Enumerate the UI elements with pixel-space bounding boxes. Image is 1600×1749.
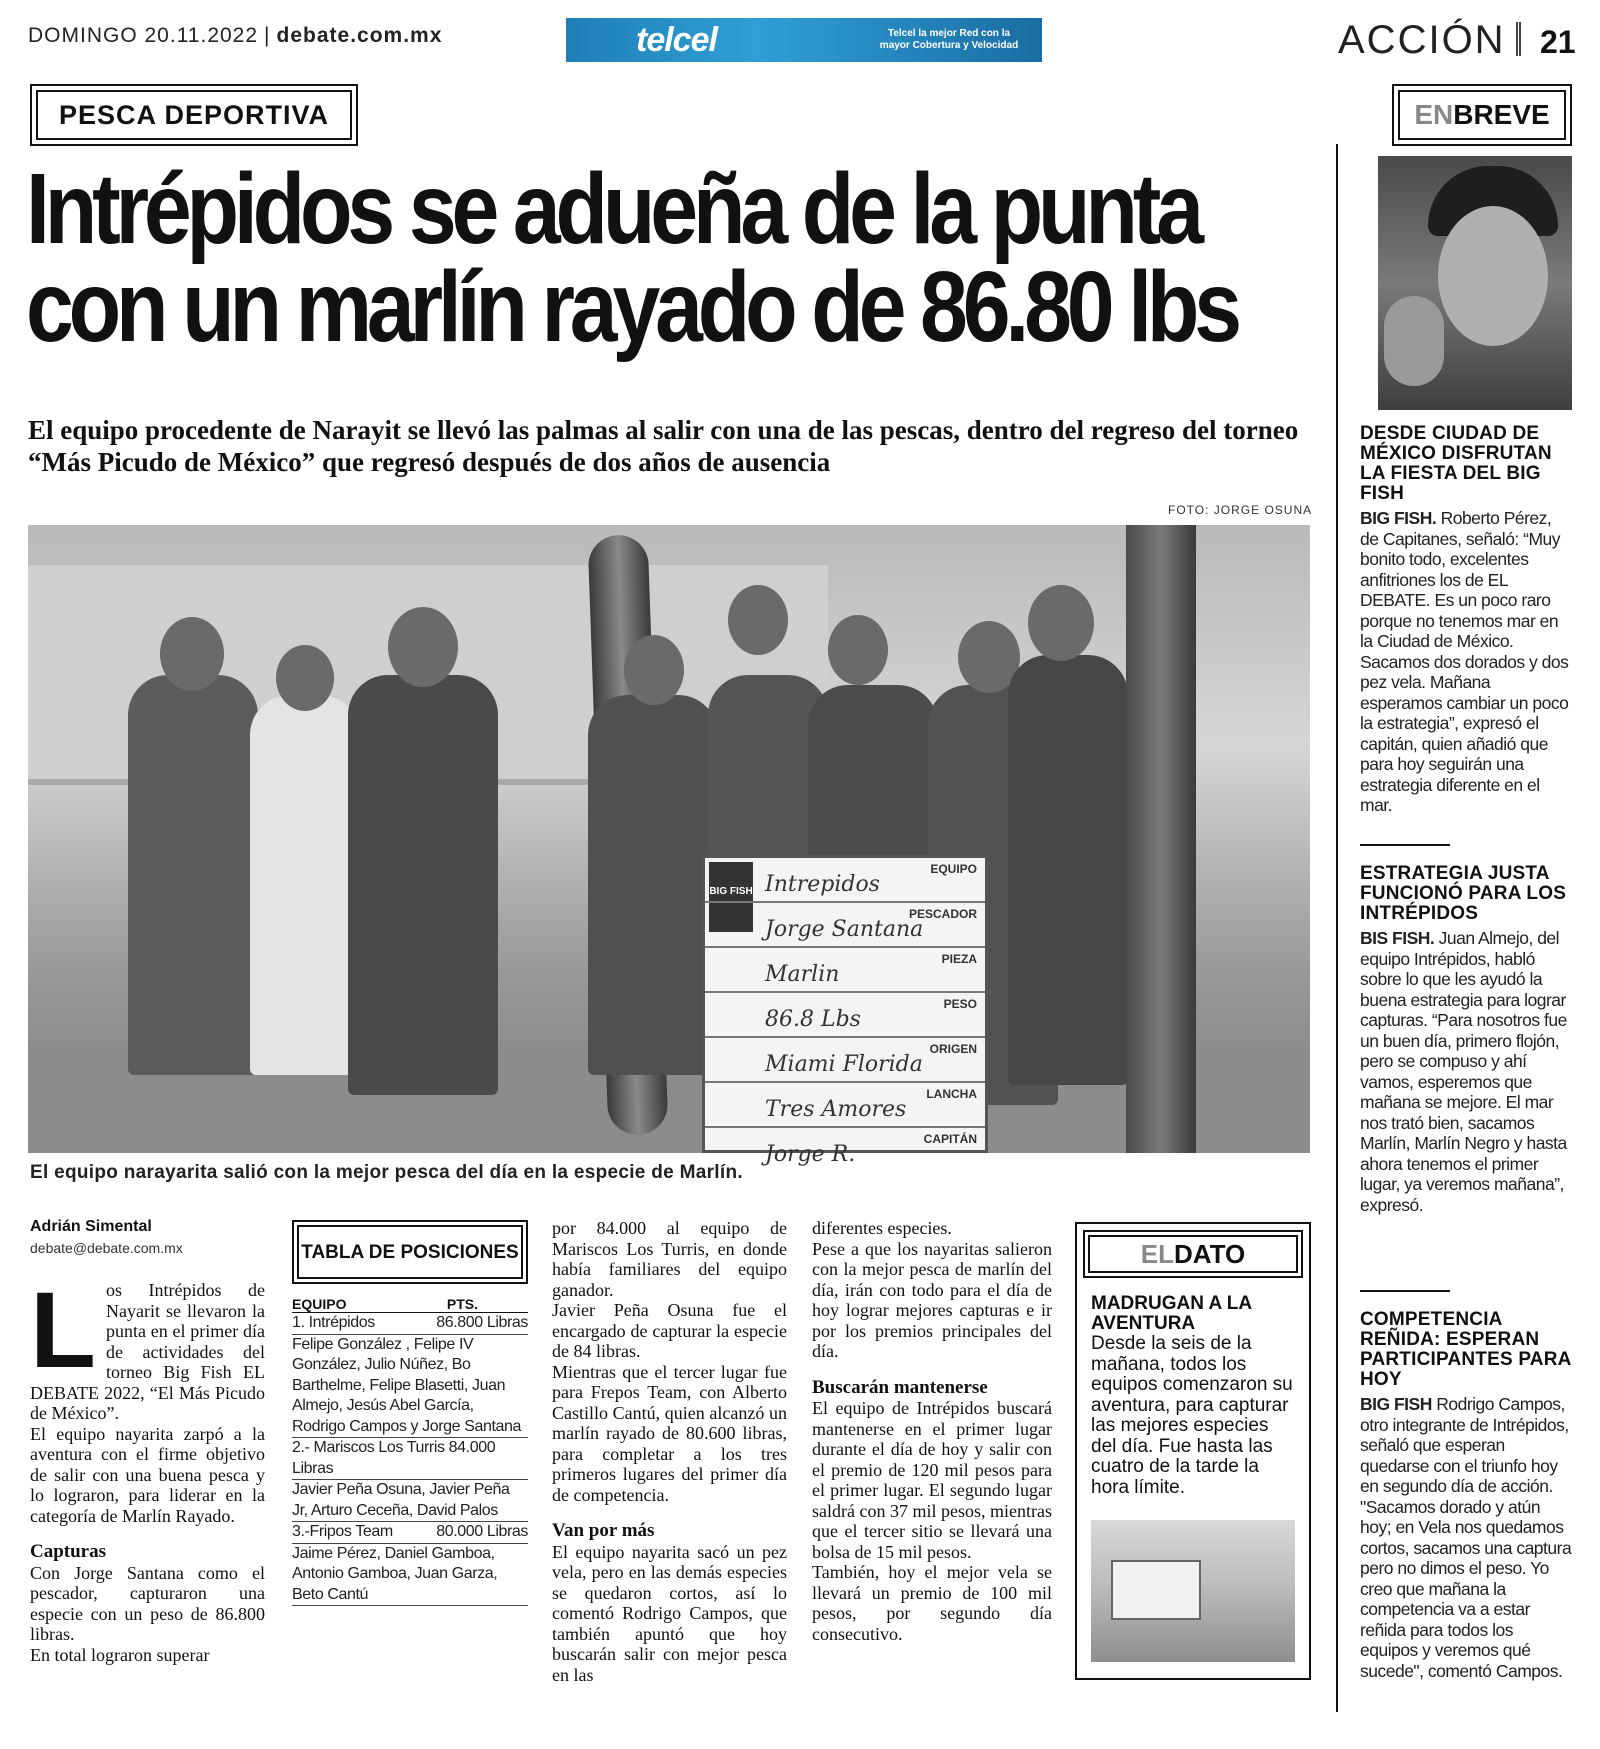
board-label: LANCHA [926,1087,977,1101]
brief-item [1360,844,1574,1215]
article-paragraph: Pese a que los nayaritas salieron con la mejor pesca de marlín del día, irán con todo para el día de hoy lograr mejores capturas e ir por los premios principales del día. [812,1238,1052,1361]
brief-item [1360,1290,1574,1681]
photo-head [828,615,888,685]
standings-header [292,1296,528,1313]
board-row [705,1083,985,1128]
subhead-van-por-mas: Van por más [552,1520,655,1541]
dock-pole [1126,525,1196,1153]
board-row [705,948,985,993]
article-paragraph: Con Jorge Santana como el pescador, capturaron una especie con un peso de 86.800 libras. [30,1562,265,1644]
article-paragraph: El equipo de Intrépidos buscará mantenerse en el primer lugar durante el día de hoy y salir con el premio de 120 mil pesos para el primer lugar. El segundo lugar saldrá con 37 mil pesos, mientras que el tercer sitio se llevará una bolsa de 15 mil pesos. [812,1398,1052,1562]
photo-head [388,607,458,687]
article-paragraph: En total lograron superar [30,1644,210,1665]
site-link[interactable]: debate.com.mx [276,24,443,47]
en-breve-box [1392,84,1572,146]
photo-person [348,675,498,1095]
photo-person [128,675,258,1075]
board-row [705,858,985,903]
brief-body: BIG FISH Rodrigo Campos, otro integrante de Intrépidos, señaló que esperan quedarse con el triunfo hoy en segundo día de acción. "Sacamos dorado y atún hoy; en Vela nos quedamos cortos, sacamos una captura pero no dimos el peso. Yo creo que mañana la competencia va a estar reñida para todos los equipos y veremos qué sucede", comentó Campos. [1360,1394,1572,1681]
article-column-3 [552,1218,787,1685]
photo-person [250,695,360,1075]
boats-photo [1091,1520,1295,1662]
brief-divider [1360,844,1450,846]
board-value: Jorge R. [765,1142,856,1167]
board-value: Miami Florida [765,1052,923,1077]
board-row [705,1128,985,1173]
issue-date: DOMINGO 20.11.2022 [28,24,259,47]
board-row [705,1038,985,1083]
article-paragraph: El equipo nayarita zarpó a la aventura con el firme objetivo de salir con una buena pesca y lo lograron, para liderar en la categoría de Marlín Rayado. [30,1423,265,1526]
ad-brand: telcel [636,20,717,59]
board-label: PESO [943,997,977,1011]
photo-caption: El equipo narayarita salió con la mejor pesca del día en la especie de Marlín. [30,1162,743,1183]
article-paragraph: Mientras que el tercer lugar fue para Frepos Team, con Alberto Castillo Cantú, quien alcanzó un marlín rayado de 80.600 libras, para completar a los tres primeros lugares del primer día de competencia. [552,1361,787,1505]
board-label: EQUIPO [930,862,977,876]
page-number: 21 [1540,24,1576,60]
table-row: Felipe González , Felipe IV González, Julio Núñez, Bo Barthelme, Felipe Blasetti, Juan Almejo, Jesús Abel García, Rodrigo Campos y Jorge Santana [292,1335,528,1439]
photo-credit: FOTO: JORGE OSUNA [1168,503,1313,517]
kicker-box [30,84,358,146]
article-column-1 [30,1269,265,1665]
thumbs-up-hand [1384,296,1444,386]
telcel-banner-ad[interactable] [566,18,1042,62]
table-row: 2.- Mariscos Los Turris 84.000 Libras [292,1438,528,1480]
photo-head [728,585,788,655]
photo-person [1008,655,1128,1085]
board-value: Jorge Santana [765,917,924,942]
table-row: Javier Peña Osuna, Javier Peña Jr, Arturo Ceceña, David Palos [292,1480,528,1522]
board-label: ORIGEN [929,1042,977,1056]
board-label: PESCADOR [908,907,977,921]
article-column-4 [812,1218,1052,1644]
board-label: CAPITÁN [923,1132,977,1146]
standings-title: TABLA DE POSICIONES [297,1225,523,1279]
article-paragraph: El equipo nayarita sacó un pez vela, pero en las demás especies se quedaron cortos, así lo comentó Rodrigo Campos, que también apuntó que hoy buscarán salir con mejor pesca en las [552,1541,787,1685]
board-label: PIEZA [941,952,977,966]
author-email[interactable]: debate@debate.com.mx [30,1240,183,1256]
article-paragraph: por 84.000 al equipo de Mariscos Los Turris, en donde había familiares del equipo ganador. [552,1218,787,1300]
kicker-label: PESCA DEPORTIVA [36,90,352,140]
brief-body: BIS FISH. Juan Almejo, del equipo Intrépidos, habló sobre lo que les ayudó la buena estrategia para lograr capturas. “Para nosotros fue un buen día, primero flojón, pero se compuso y ahí vamos, esperemos que mañana se mejore. El mar nos trató bien, sacamos Marlín, Marlín Negro y hasta ahora tenemos el primer lugar, ya veremos mañana”, expresó. [1360,928,1567,1215]
subhead-capturas: Capturas [30,1541,107,1562]
deck: El equipo procedente de Narayit se llevó las palmas al salir con una de las pescas, dentro del regreso del torneo “Más Picudo de México” que regresó después de dos años de ausencia [28,415,1299,477]
table-row: 3.-Fripos Team 80.000 Libras [292,1522,528,1544]
section-divider [1516,22,1521,56]
brief-headline: COMPETENCIA REÑIDA: ESPERAN PARTICIPANTES PARA HOY [1360,1309,1571,1390]
brief-headline: ESTRATEGIA JUSTA FUNCIONÓ PARA LOS INTRÉPIDOS [1360,863,1567,924]
col-pts-header: PTS. [446,1296,478,1312]
standings-title-box [292,1220,528,1284]
el-dato-box [1075,1222,1311,1680]
photo-head [276,645,334,711]
boat [1111,1560,1201,1620]
header-dateline [28,24,442,48]
board-row [705,993,985,1038]
headline [26,153,1237,363]
table-row: Jaime Pérez, Daniel Gamboa, Antonio Gamboa, Juan Garza, Beto Cantú [292,1544,528,1607]
board-row [705,903,985,948]
en-breve-title: EN BREVE [1398,90,1566,140]
brief-item [1360,424,1574,816]
section-name: ACCIÓN [1338,18,1506,62]
article-paragraph: Los Intrépidos de Nayarit se llevaron la punta en el primer día de actividades del torneo Big Fish EL DEBATE 2022, “El Más Picudo de México”. [30,1269,265,1423]
el-dato-body: Desde la seis de la mañana, todos los equipos comenzaron su aventura, para capturar las mejores especies del día. Fue hasta las cuatro de la tarde la hora límite. [1091,1333,1293,1498]
article-paragraph: diferentes especies. [812,1218,952,1238]
photo-head [624,635,684,705]
face [1438,206,1548,346]
subhead-buscaran: Buscarán mantenerse [812,1376,988,1398]
board-value: Tres Amores [765,1097,907,1122]
photo-head [1028,585,1094,661]
headline-line-2: con un marlín rayado de 86.80 lbs [26,251,1237,363]
brief-body: BIG FISH. Roberto Pérez, de Capitanes, señaló: “Muy bonito todo, excelentes anfitriones los de EL DEBATE. Es un poco raro porque no tenemos mar en la Ciudad de México. Sacamos dos dorados y dos pez vela. Mañana esperamos cambiar un poco la estrategia”, expresó el capitán, quien añadió que para hoy seguirán una estrategia diferente en el mar. [1360,508,1569,815]
board-value: Marlin [765,962,840,987]
el-dato-title-box [1083,1230,1303,1278]
big-fish-logo: BIG FISH [709,862,753,932]
weigh-in-board [702,855,988,1167]
el-dato-headline: MADRUGAN A LA AVENTURA [1091,1293,1252,1334]
el-dato-title: EL DATO [1088,1235,1298,1273]
col-team-header: EQUIPO [292,1296,347,1312]
dropcap: L [30,1269,96,1390]
dateline-separator: | [264,24,271,47]
photo-person [588,695,718,1075]
article-paragraph: También, hoy el mejor vela se llevará un premio de 100 mil pesos, por segundo día consecutivo. [812,1562,1052,1644]
headline-line-1: Intrépidos se adueña de la punta [26,153,1199,265]
brief-headline: DESDE CIUDAD DE MÉXICO DISFRUTAN LA FIESTA DEL BIG FISH [1360,423,1552,504]
photo-head [160,617,224,691]
standings-table [292,1220,528,1606]
board-value: Intrepidos [765,872,880,897]
main-photo [28,525,1310,1167]
author-name: Adrián Simental [30,1218,152,1235]
article-paragraph: Javier Peña Osuna fue el encargado de capturar la especie de 84 libras. [552,1300,787,1361]
brief-divider [1360,1290,1450,1292]
table-row: 1. Intrépidos 86.800 Libras [292,1313,528,1335]
board-value: 86.8 Lbs [765,1007,861,1032]
ad-tagline: Telcel la mejor Red con la mayor Cobertura y Velocidad [879,28,1019,51]
sidebar-portrait-photo [1378,156,1572,410]
